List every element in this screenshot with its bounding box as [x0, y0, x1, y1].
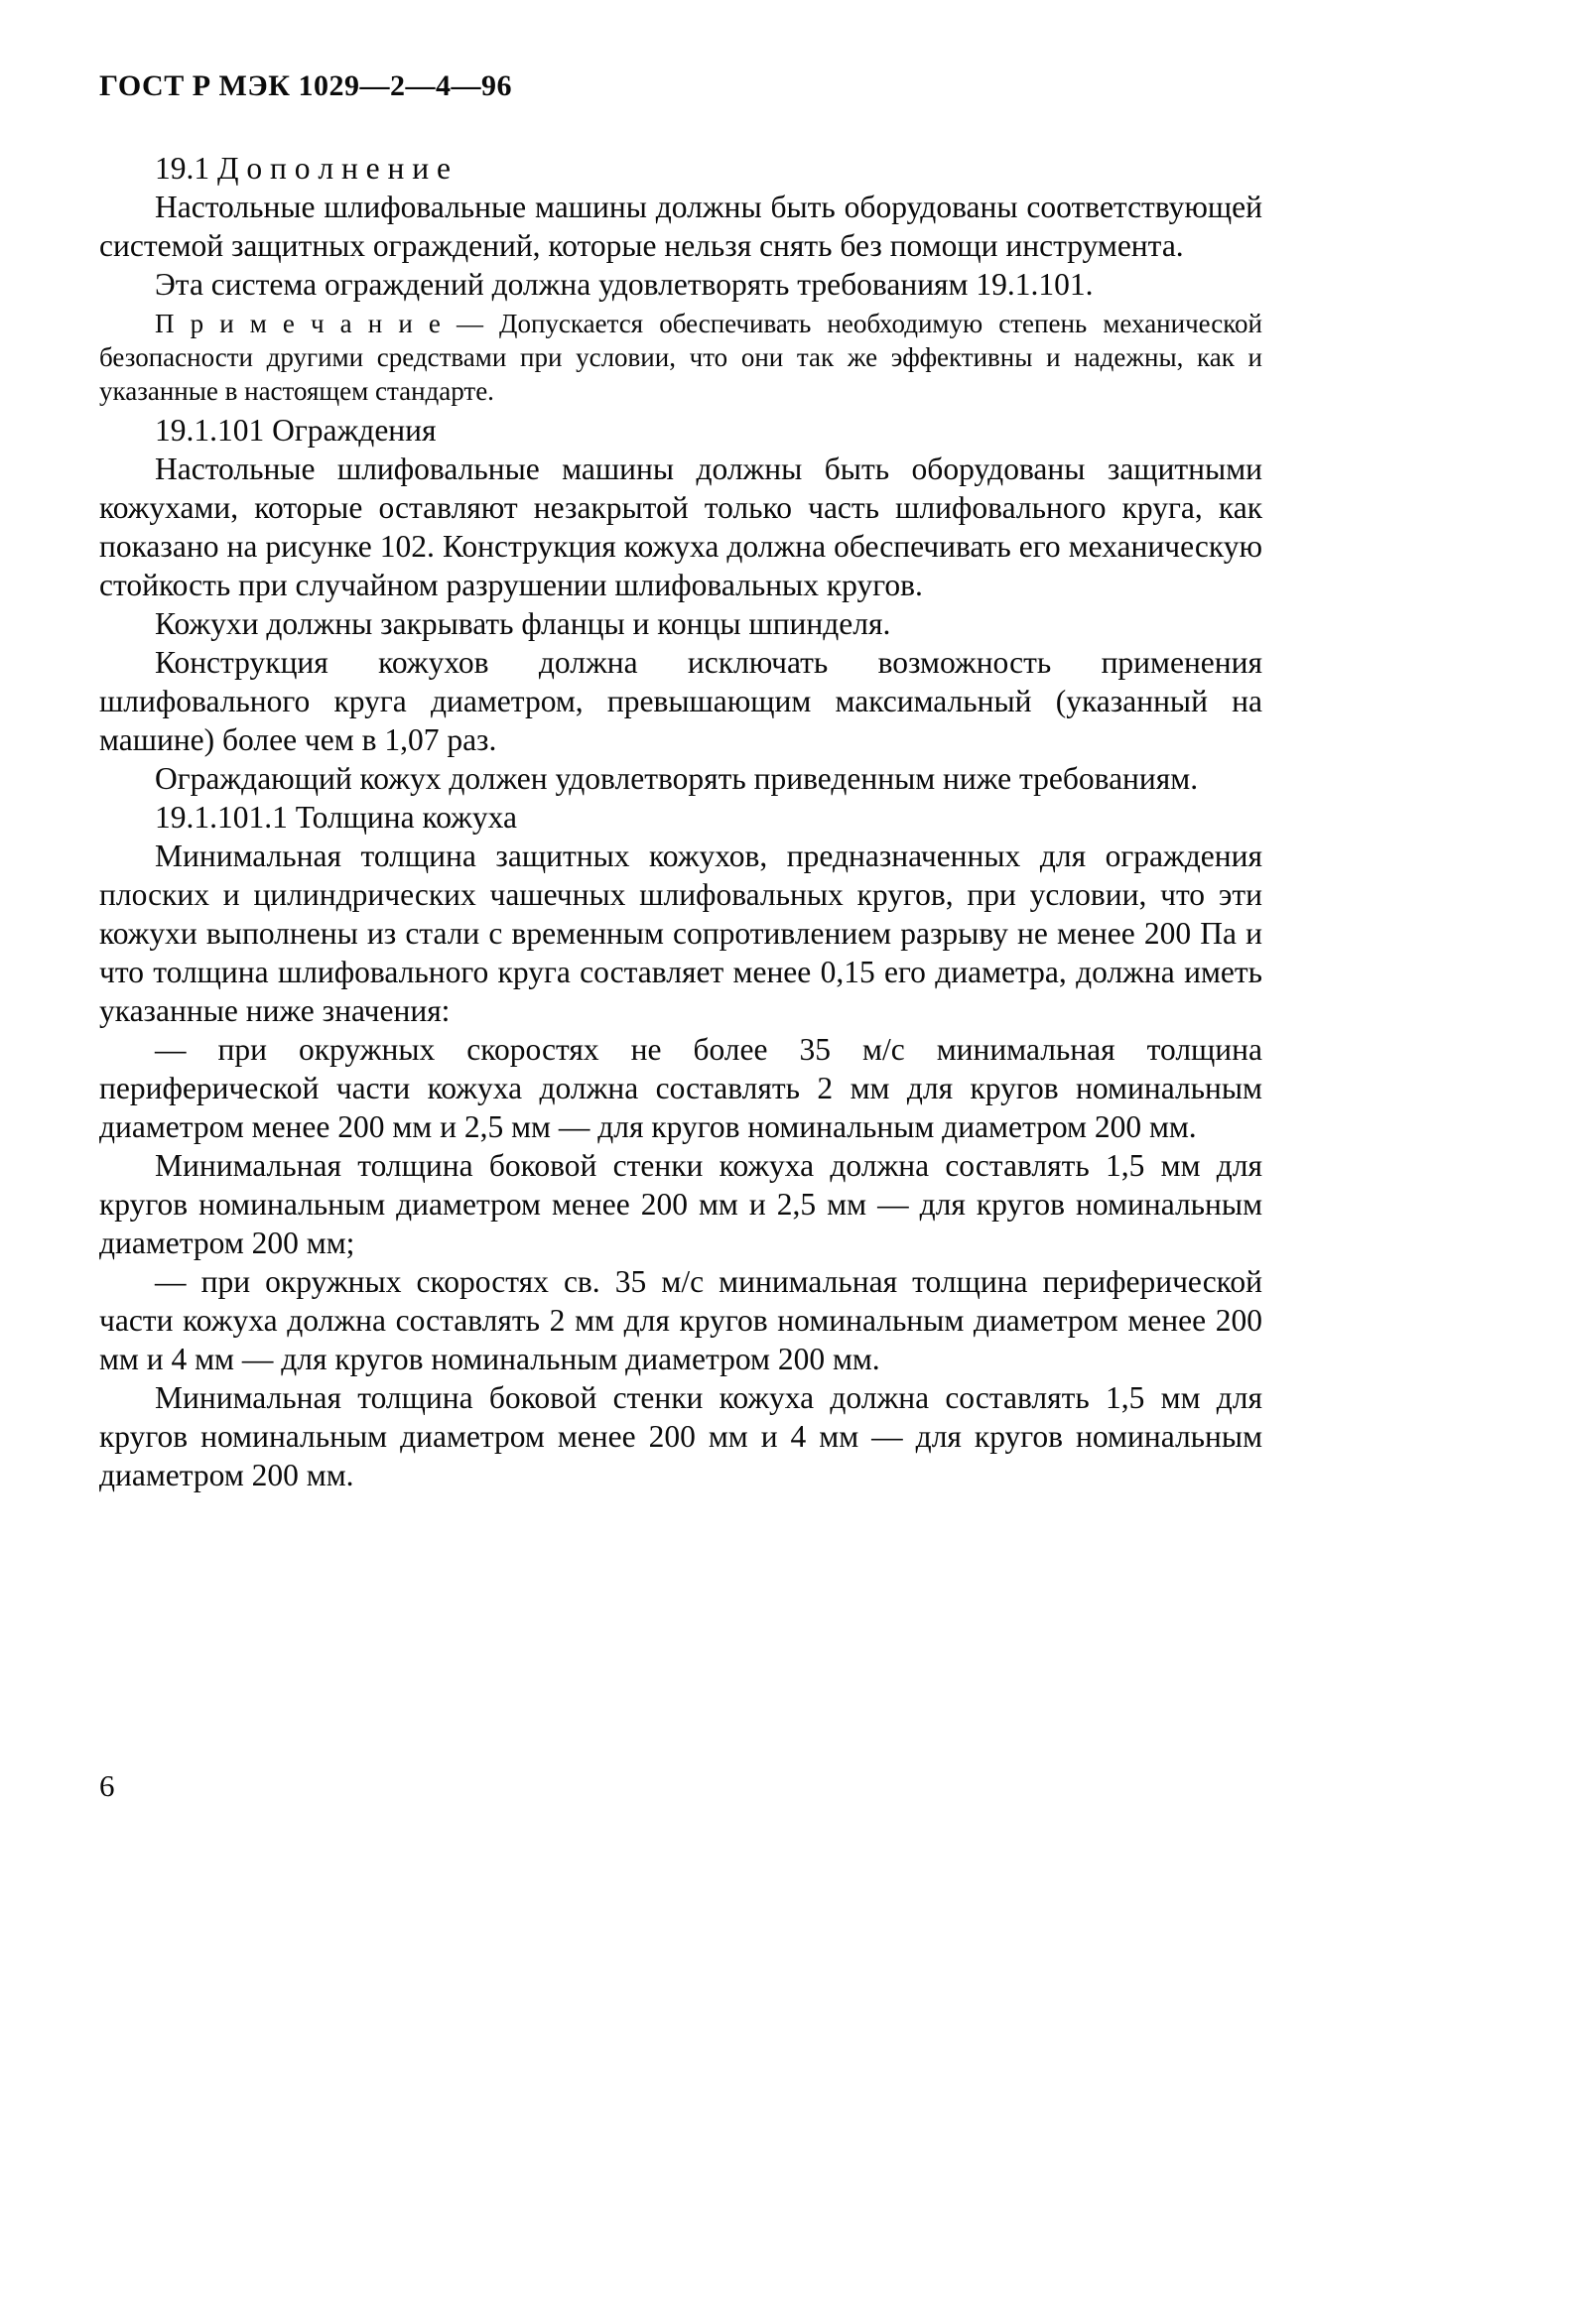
- paragraph: Эта система ограждений должна удовлетворять требованиям 19.1.101.: [155, 267, 1094, 302]
- section-heading: 19.1.101 Ограждения: [155, 413, 437, 448]
- section-heading: 19.1.101.1 Толщина кожуха: [155, 800, 518, 835]
- paragraph: Настольные шлифовальные машины должны быть оборудованы соответствующей системой защитных ограждений, которые нельзя снять без помощи инструмента.: [99, 190, 1262, 263]
- paragraph: — при окружных скоростях не более 35 м/с минимальная толщина периферической части кожуха должна составлять 2 мм для кругов номинальным диаметром менее 200 мм и 2,5 мм — для кругов номинальным диаметром 200 мм.: [99, 1032, 1262, 1144]
- paragraph: Кожухи должны закрывать фланцы и концы шпинделя.: [155, 606, 891, 641]
- note-paragraph: П р и м е ч а н и е — Допускается обеспечивать необходимую степень механической безопасности другими средствами при условии, что они так же эффективны и надежны, как и указанные в настоящем стандарте.: [99, 309, 1262, 406]
- paragraph: Минимальная толщина боковой стенки кожуха должна составлять 1,5 мм для кругов номинальным диаметром менее 200 мм и 4 мм — для кругов номинальным диаметром 200 мм.: [99, 1380, 1262, 1492]
- section-heading: 19.1 Д о п о л н е н и е: [155, 151, 451, 186]
- paragraph: — при окружных скоростях св. 35 м/с минимальная толщина периферической части кожуха должна составлять 2 мм для кругов номинальным диаметром менее 200 мм и 4 мм — для кругов номинальным диаметром 200 мм.: [99, 1264, 1262, 1376]
- paragraph: Настольные шлифовальные машины должны быть оборудованы защитными кожухами, которые оставляют незакрытой только часть шлифовального круга, как показано на рисунке 102. Конструкция кожуха должна обеспечивать его механическую стойкость при случайном разрушении шлифовальных кругов.: [99, 452, 1262, 602]
- paragraph: Ограждающий кожух должен удовлетворять приведенным ниже требованиям.: [155, 761, 1199, 796]
- paragraph: Минимальная толщина боковой стенки кожуха должна составлять 1,5 мм для кругов номинальным диаметром менее 200 мм и 2,5 мм — для кругов номинальным диаметром 200 мм;: [99, 1148, 1262, 1260]
- paragraph: Минимальная толщина защитных кожухов, предназначенных для ограждения плоских и цилиндрических чашечных шлифовальных кругов, при условии, что эти кожухи выполнены из стали с временным сопротивлением разрыву не менее 200 Па и что толщина шлифовального круга составляет менее 0,15 его диаметра, должна иметь указанные ниже значения:: [99, 839, 1262, 1028]
- paragraph: Конструкция кожухов должна исключать возможность применения шлифовального круга диаметром, превышающим максимальный (указанный на машине) более чем в 1,07 раз.: [99, 645, 1262, 757]
- page-number: 6: [99, 1768, 115, 1803]
- document-code-header: ГОСТ Р МЭК 1029—2—4—96: [99, 69, 512, 102]
